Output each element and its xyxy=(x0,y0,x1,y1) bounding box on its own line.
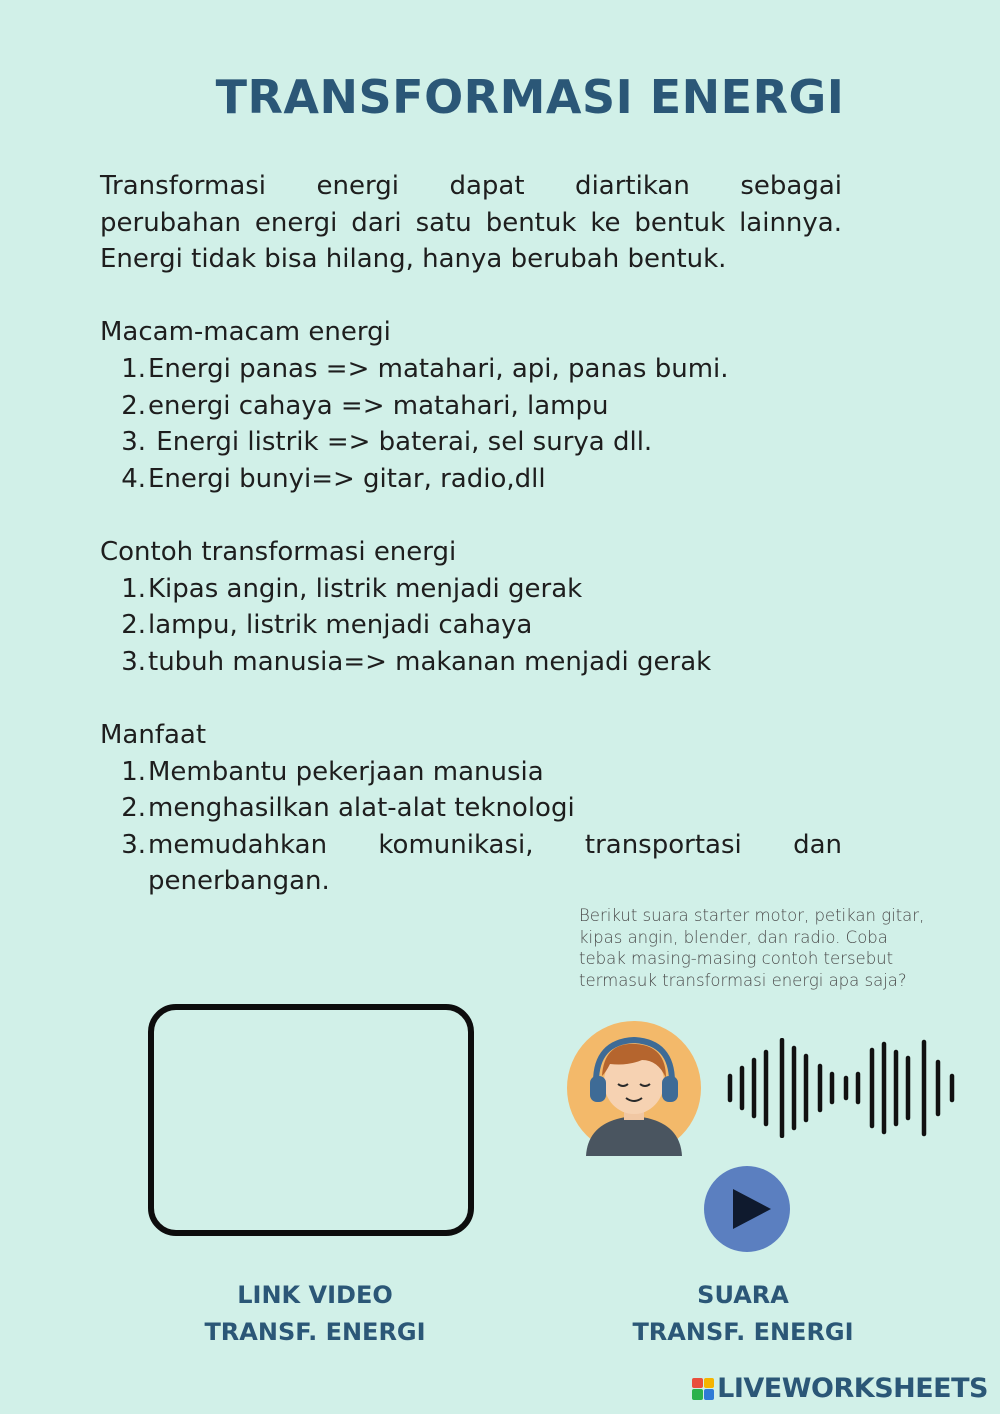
play-icon[interactable] xyxy=(703,1165,791,1253)
brand-name: LIVEWORKSHEETS xyxy=(717,1373,988,1404)
liveworksheets-logo-icon xyxy=(692,1378,714,1400)
audio-caption: SUARA TRANSF. ENERGI xyxy=(632,1281,854,1346)
list-item: 4. Energi bunyi=> gitar, radio,dll xyxy=(121,463,546,494)
energy-types-list xyxy=(100,351,842,497)
benefits-list xyxy=(100,754,842,900)
section-heading-examples: Contoh transformasi energi xyxy=(100,536,457,567)
intro-paragraph xyxy=(100,168,842,278)
video-link-box[interactable] xyxy=(148,1004,474,1236)
list-item: 1. Energi panas => matahari, api, panas bumi. xyxy=(121,353,729,384)
examples-list xyxy=(100,571,842,681)
video-caption: LINK VIDEO TRANSF. ENERGI xyxy=(204,1281,426,1346)
list-item: 1. Membantu pekerjaan manusia xyxy=(121,756,544,787)
list-item: 3. memudahkan komunikasi, transportasi dan penerbangan. xyxy=(121,829,842,897)
child-with-headphones-icon xyxy=(566,1020,702,1156)
list-item: 2. energi cahaya => matahari, lampu xyxy=(121,390,609,421)
section-heading-benefits: Manfaat xyxy=(100,719,207,750)
section-heading-energy-types: Macam-macam energi xyxy=(100,317,391,348)
list-item: 1. Kipas angin, listrik menjadi gerak xyxy=(121,573,583,604)
audio-instructions: Berikut suara starter motor, petikan gitar, kipas angin, blender, dan radio. Coba tebak masing-masing contoh tersebut termasuk transformasi energi apa saja? xyxy=(579,906,925,990)
page-title: TRANSFORMASI ENERGI xyxy=(215,70,845,124)
list-item: 3. tubuh manusia=> makanan menjadi gerak xyxy=(121,646,712,677)
intro-rest: perubahan energi dari satu bentuk ke bentuk lainnya. Energi tidak bisa hilang, hanya berubah bentuk. xyxy=(100,207,842,275)
intro-line-1: Transformasi energi dapat diartikan sebagai xyxy=(100,171,842,201)
list-item: 3. Energi listrik => baterai, sel surya dll. xyxy=(121,427,653,458)
main-content xyxy=(100,168,842,900)
list-item: 2. lampu, listrik menjadi cahaya xyxy=(121,610,533,641)
list-item: 2. menghasilkan alat-alat teknologi xyxy=(121,793,575,824)
sound-wave-icon xyxy=(725,1038,960,1138)
brand-watermark xyxy=(692,1373,988,1404)
